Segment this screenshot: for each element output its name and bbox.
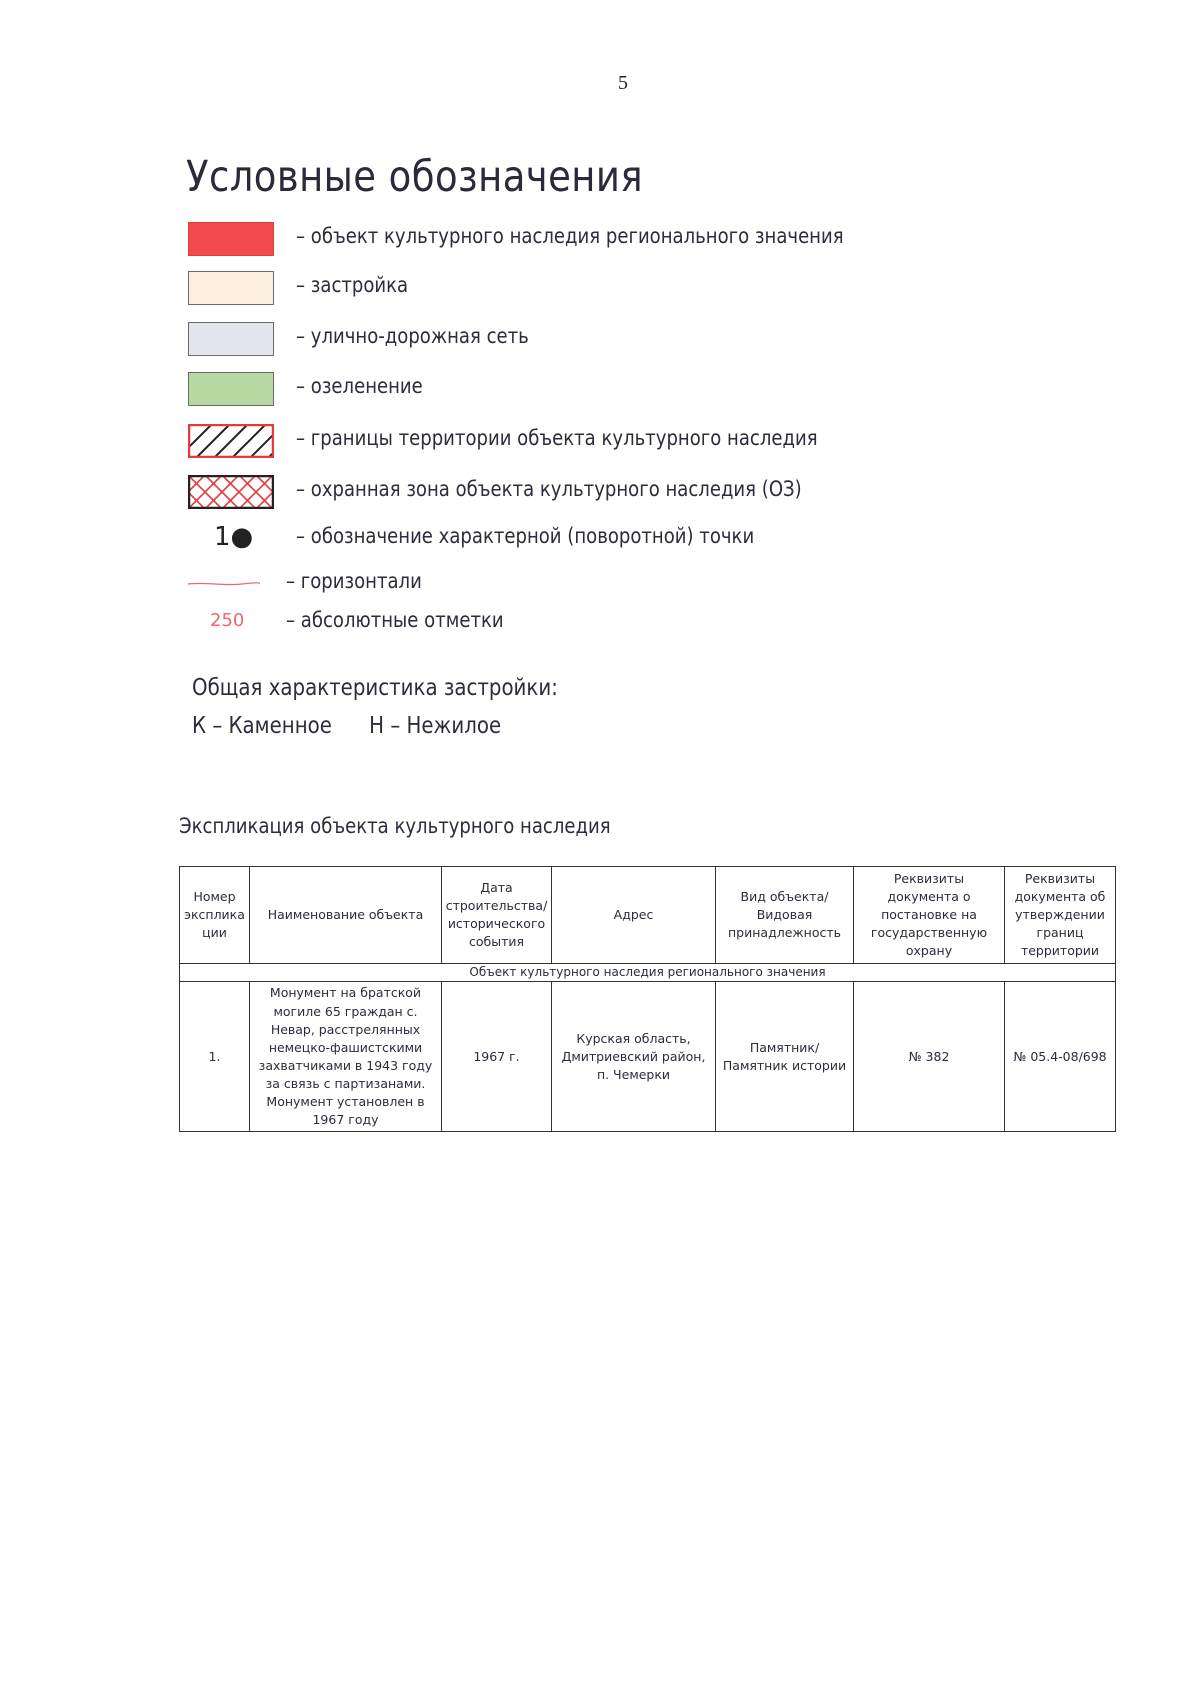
roads-swatch [188,322,274,356]
header-cell: Реквизиты документа о постановке на государственную охрану [854,867,1005,964]
greenery-swatch [188,372,274,406]
table-cell: Монумент на братской могиле 65 граждан с. Невар, расстрелянных немецко-фашистскими захватчиками в 1943 году за связь с партизанами. Монумент установлен в 1967 году [250,982,442,1132]
header-cell: Адрес [552,867,716,964]
elevation-symbol: 250 [210,610,245,631]
heritage-object-swatch [188,222,274,256]
table-cell: 1. [180,982,250,1132]
legend-label: – границы территории объекта культурного наследия [296,426,818,450]
group-label: Объект культурного наследия регионального значения [180,964,1116,982]
header-cell: Реквизиты документа об утверждении границ территории [1005,867,1116,964]
explication-title: Экспликация объекта культурного наследия [179,814,611,838]
table-row [180,982,1116,1132]
legend-label: – улично-дорожная сеть [296,324,529,348]
page-number: 5 [618,72,628,94]
table-cell: Курская область, Дмитриевский район, п. Чемерки [552,982,716,1132]
point-symbol: 1● [214,522,254,552]
table-header-row [180,867,1116,964]
legend-label: – объект культурного наследия регионального значения [296,224,844,248]
header-cell: Дата строительства/исторического события [442,867,552,964]
hatched-boundary-swatch [188,424,274,458]
table-cell: № 05.4-08/698 [1005,982,1116,1132]
header-cell: Вид объекта/Видовая принадлежность [716,867,854,964]
legend-label: – горизонтали [286,569,422,593]
legend-label: – обозначение характерной (поворотной) точки [296,524,755,548]
legend-title: Условные обозначения [186,152,644,202]
stone-code: К – Каменное [192,713,332,739]
crosshatched-zone-swatch [188,475,274,509]
explication-table [179,866,1116,1132]
table-cell: Памятник/Памятник истории [716,982,854,1132]
building-characteristics-title: Общая характеристика застройки: [192,675,558,701]
buildings-swatch [188,271,274,305]
legend-label: – озеленение [296,374,423,398]
legend-label: – абсолютные отметки [286,608,504,632]
nonresidential-code: Н – Нежилое [369,713,502,739]
table-cell: 1967 г. [442,982,552,1132]
table-group-row [180,964,1116,982]
legend-label: – застройка [296,273,409,297]
header-cell: Наименование объекта [250,867,442,964]
building-characteristics-codes [192,713,501,739]
table-cell: № 382 [854,982,1005,1132]
contour-line-icon [188,581,260,587]
legend-label: – охранная зона объекта культурного наследия (ОЗ) [296,477,802,501]
header-cell: Номер экспликации [180,867,250,964]
